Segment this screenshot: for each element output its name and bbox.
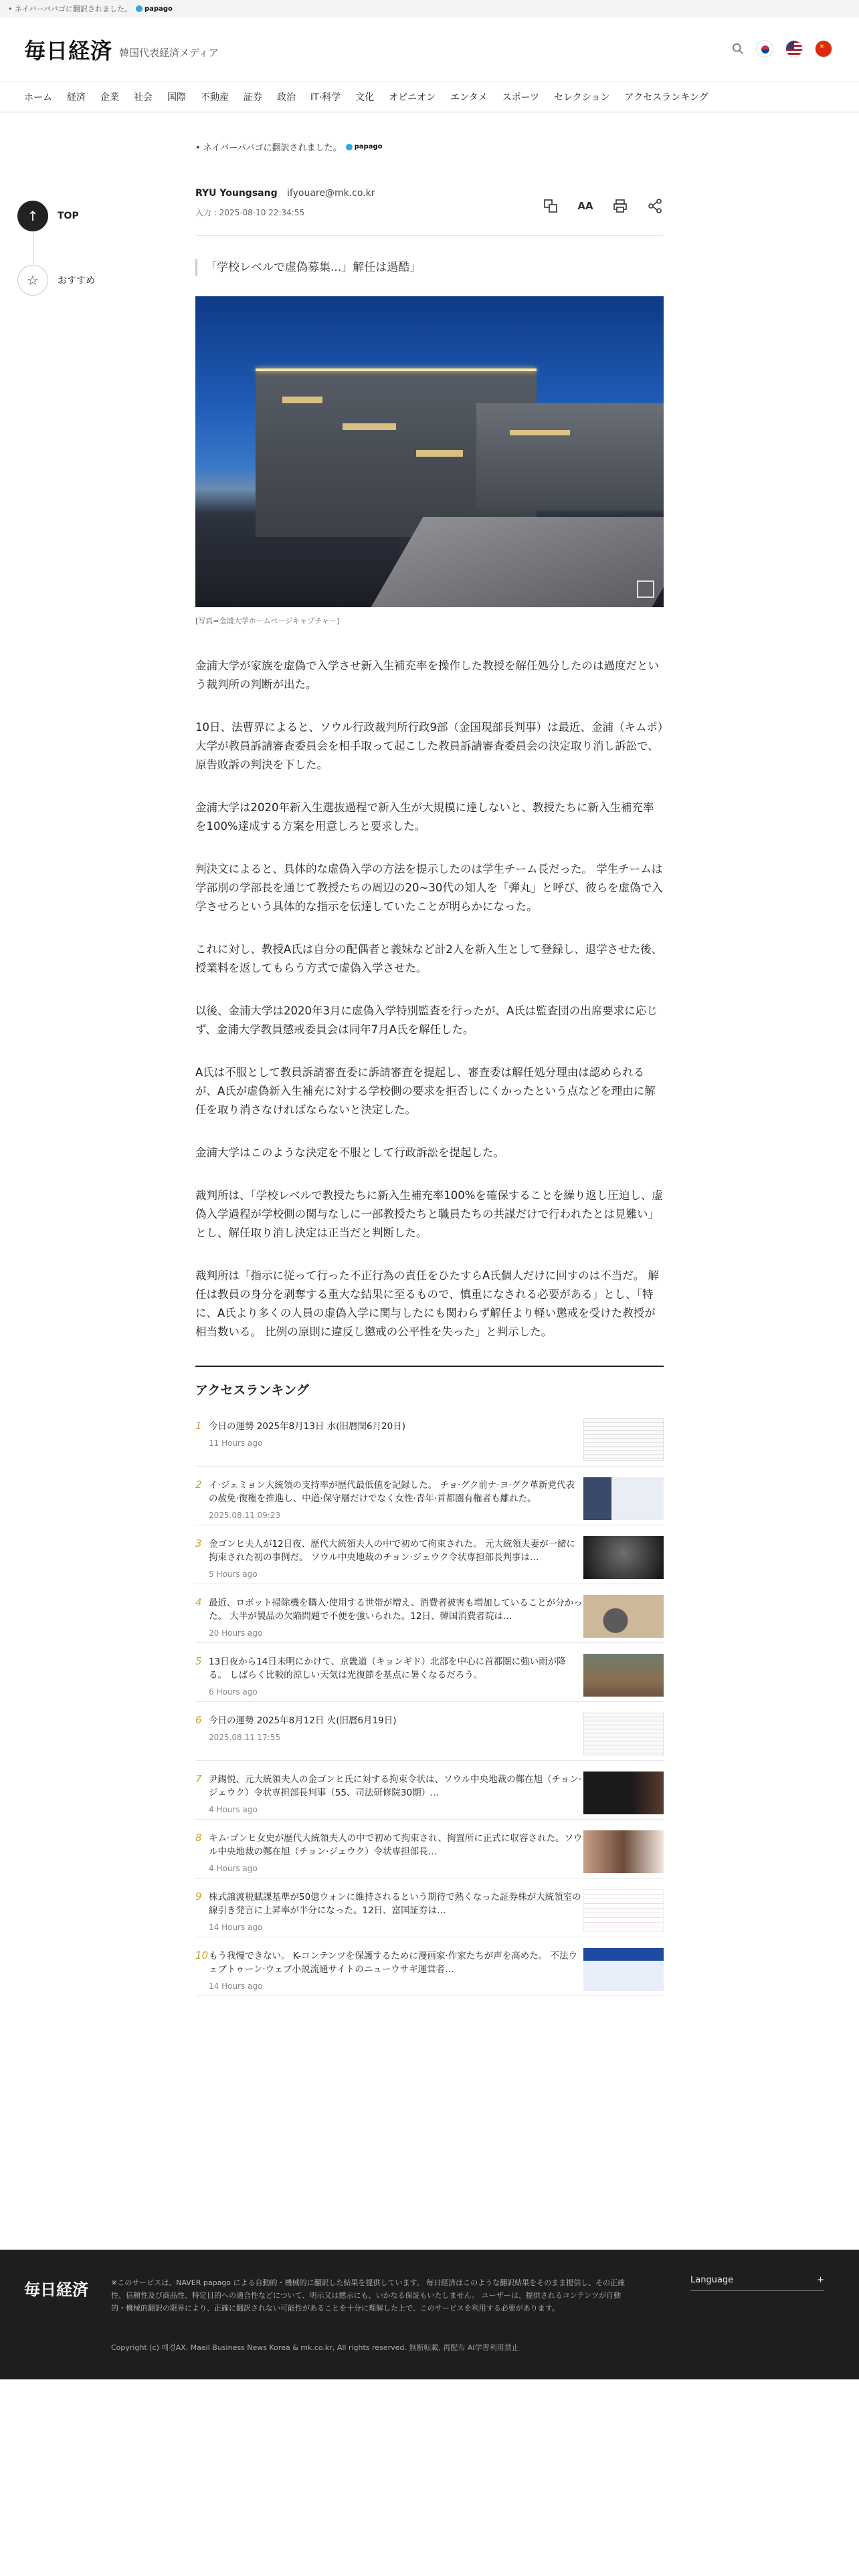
ranking-number: 10	[195, 1949, 209, 1961]
ranking-number: 4	[195, 1596, 202, 1608]
author-name[interactable]: RYU Youngsang	[195, 188, 278, 199]
nav-item-opinion[interactable]: オピニオン	[389, 92, 436, 103]
ranking-item[interactable]	[195, 1820, 664, 1879]
ranking-list	[195, 1408, 664, 1996]
floating-sidebar	[17, 201, 104, 296]
ranking-time: 5 Hours ago	[209, 1570, 258, 1579]
papago-logo: papago	[346, 143, 383, 150]
ranking-thumbnail[interactable]	[583, 1830, 664, 1873]
share-icon[interactable]	[646, 197, 664, 215]
footer-notice: ※このサービスは、NAVER papago による自動的・機械的に翻訳した結果を提供しています。 毎日経済はこのような翻訳結果をそのまま提供し、その正確性、信頼性及び商品性、特定目的への適合性などについて、明示又は黙示にも、いかなる保証もいたしません。 ユーザーは、提供されるコンテンツが自動的・機械的翻訳の限界により、正確に翻訳されない可能性があることを十分に理解した上で、このサービスを利用する必要があります。	[111, 2278, 626, 2313]
translation-notice	[0, 0, 859, 17]
header-divider	[195, 235, 664, 236]
ranking-headline[interactable]: キム·ゴンヒ女史が歴代大統領夫人の中で初めて拘束され、拘置所に正式に収容された。ソウル中央地裁の鄭在旭（チョン·ジェウク）令状専担部長…	[209, 1833, 583, 1857]
scroll-top-label: TOP	[58, 211, 79, 221]
ranking-number: 1	[195, 1420, 202, 1432]
korean-flag-icon[interactable]	[756, 40, 773, 58]
translation-notice-text: • ネイバーパパゴに翻訳されました。	[8, 5, 132, 13]
us-flag-icon[interactable]	[785, 40, 803, 58]
translate-icon[interactable]	[542, 197, 559, 215]
ranking-title: アクセスランキング	[195, 1383, 309, 1398]
ranking-thumbnail[interactable]	[583, 1595, 664, 1638]
building-shape	[476, 403, 664, 510]
ranking-headline[interactable]: 最近、ロボット掃除機を購入·使用する世帯が増え、消費者被害も増加していることが分かった。 大半が製品の欠陥問題で不便を強いられた。12日、韓国消費者院は…	[209, 1598, 583, 1622]
ranking-time: 2025.08.11 09:23	[209, 1511, 281, 1520]
ranking-time: 2025.08.11 17:55	[209, 1733, 281, 1742]
ranking-thumbnail[interactable]	[583, 1772, 664, 1814]
access-ranking	[195, 1366, 664, 1996]
nav-item-economy[interactable]: 経済	[67, 92, 86, 103]
nav-item-securities[interactable]: 証券	[244, 92, 262, 103]
nav-item-real-estate[interactable]: 不動産	[201, 92, 229, 103]
ranking-time: 11 Hours ago	[209, 1438, 263, 1448]
ranking-headline[interactable]: イ·ジェミョン大統領の支持率が歴代最低値を記録した。 チョ·グク前ナ·ヨ·グク革新党代表の赦免·復権を推進し、中道·保守層だけでなく女性·青年·首都圏有権者も離れた。	[209, 1480, 575, 1504]
ranking-time: 4 Hours ago	[209, 1864, 258, 1873]
ranking-headline[interactable]: 株式譲渡税賦課基準が50億ウォンに維持されるという期待で熱くなった証券株が大統領室の線引き発言に上昇率が半分になった。12日、富国証券は…	[209, 1892, 581, 1916]
article-paragraph: 10日、法曹界によると、ソウル行政裁判所行政9部（金国現部長判事）は最近、金浦（キムポ）大学が教員訴請審査委員会を相手取って起こした教員訴請審査委員会の決定取り消し訴訟で、原告敗訴の判決を下した。	[195, 721, 664, 771]
ranking-headline[interactable]: 金ゴンヒ夫人が12日夜、歴代大統領夫人の中で初めて拘束された。 元大統領夫妻が一緒に拘束された初の事例だ。 ソウル中央地裁のチョン·ジェウク令状専担部長判事は…	[209, 1539, 575, 1563]
ranking-headline[interactable]: もう我慢できない。 K-コンテンツを保護するために漫画家·作家たちが声を高めた。 不法ウェブトゥーン·ウェブ小説流通サイトのニューウサギ運営者…	[209, 1951, 578, 1975]
ranking-number: 2	[195, 1479, 202, 1491]
article-paragraph: 金浦大学は2020年新入生選抜過程で新入生が大規模に達しないと、教授たちに新入生補充率を100%達成する方案を用意しろと要求した。	[195, 801, 654, 833]
ranking-item[interactable]	[195, 1879, 664, 1937]
ranking-item[interactable]	[195, 1467, 664, 1525]
ranking-time: 14 Hours ago	[209, 1981, 263, 1991]
article-paragraph: 金浦大学はこのような決定を不服として行政訴訟を提起した。	[195, 1146, 504, 1159]
ranking-item[interactable]	[195, 1525, 664, 1584]
ranking-item[interactable]	[195, 1937, 664, 1996]
building-lights	[256, 368, 537, 371]
ranking-thumbnail[interactable]	[583, 1418, 664, 1461]
ranking-thumbnail[interactable]	[583, 1948, 664, 1991]
nav-item-selection[interactable]: セレクション	[554, 92, 610, 103]
nav-item-sports[interactable]: スポーツ	[502, 92, 540, 103]
ranking-thumbnail[interactable]	[583, 1477, 664, 1520]
ranking-headline[interactable]: 今日の運勢 2025年8月12日 火(旧暦6月19日)	[209, 1715, 397, 1726]
ranking-thumbnail[interactable]	[583, 1889, 664, 1932]
ranking-number: 8	[195, 1832, 202, 1844]
ranking-number: 5	[195, 1655, 202, 1667]
scroll-top-button[interactable]	[17, 201, 104, 231]
language-selector[interactable]	[690, 2275, 824, 2291]
nav-item-politics[interactable]: 政治	[277, 92, 296, 103]
nav-item-home[interactable]: ホーム	[24, 92, 52, 103]
article-paragraph: 判決文によると、具体的な虚偽入学の方法を提示したのは学生チーム長だった。 学生チームは学部別の学部長を通じて教授たちの周辺の20~30代の知人を「弾丸」と呼び、彼らを虚偽で入学させろという具体的な指示を伝達していたことが明らかになった。	[195, 863, 663, 913]
nav-item-society[interactable]: 社会	[134, 92, 153, 103]
nav-item-ranking[interactable]: アクセスランキング	[624, 92, 708, 103]
nav-item-culture[interactable]: 文化	[355, 92, 375, 103]
star-icon[interactable]: ☆	[17, 265, 48, 296]
nav-item-it-science[interactable]: IT·科学	[310, 92, 341, 103]
footer-copyright: Copyright (c) 매경AX. Maeil Business News Korea & mk.co.kr, All rights reserved. 無断転載, 再配布 AI学習利用禁止	[111, 2343, 519, 2352]
nav-item-business[interactable]: 企業	[100, 92, 119, 103]
article-body	[195, 657, 664, 1341]
article-paragraph: 裁判所は、「学校レベルで教授たちに新入生補充率100%を確保することを繰り返し圧迫し、虚偽入学過程が学校側の関与なしに一部教授たちと職員たちの共謀だけで行われたとは見難い」とし、解任取り消し決定は正当だと判断した。	[195, 1189, 663, 1239]
site-header	[0, 17, 859, 82]
ranking-time: 14 Hours ago	[209, 1923, 263, 1932]
print-icon[interactable]	[611, 197, 629, 215]
site-footer	[0, 2250, 859, 2379]
window	[416, 450, 463, 457]
ranking-item[interactable]	[195, 1643, 664, 1702]
ranking-number: 3	[195, 1537, 202, 1549]
ranking-time: 6 Hours ago	[209, 1687, 258, 1697]
search-icon[interactable]	[732, 43, 744, 55]
ranking-item[interactable]	[195, 1584, 664, 1643]
plus-icon: +	[817, 2275, 824, 2285]
article-subhead: 「学校レベルで虚偽募集...」解任は過酷」	[195, 259, 664, 276]
publish-date: 入力 : 2025-08-10 22:34:55	[195, 208, 305, 217]
arrow-up-icon[interactable]: ↑	[17, 201, 48, 231]
ranking-number: 7	[195, 1773, 202, 1785]
photo-caption: [写真=金浦大学ホームページキャプチャー]	[195, 617, 340, 625]
author-email[interactable]: ifyouare@mk.co.kr	[287, 188, 375, 199]
ranking-number: 9	[195, 1891, 202, 1903]
ranking-thumbnail[interactable]	[583, 1536, 664, 1579]
expand-icon[interactable]	[637, 580, 654, 598]
language-label: Language	[690, 2275, 734, 2285]
machine-translation-notice	[195, 140, 664, 153]
window	[343, 423, 396, 430]
china-flag-icon[interactable]	[815, 40, 832, 58]
window	[282, 397, 322, 403]
footer-logo[interactable]: 毎日経済	[24, 2280, 88, 2299]
ranking-item[interactable]	[195, 1702, 664, 1761]
font-size-icon[interactable]: AA	[577, 200, 593, 212]
site-logo[interactable]: 毎日経済	[24, 37, 113, 64]
site-tagline: 韓国代表経済メディア	[119, 47, 219, 59]
ranking-thumbnail[interactable]	[583, 1654, 664, 1697]
article-paragraph: 以後、金浦大学は2020年3月に虚偽入学特別監査を行ったが、A氏は監査団の出席要求に応じず、金浦大学教員懲戒委員会は同年7月A氏を解任した。	[195, 1004, 658, 1036]
machine-translation-text: • ネイバーパパゴに翻訳されました。	[195, 143, 342, 153]
article-paragraph: A氏は不服として教員訴請審査委に訴請審査を提起し、審査委は解任処分理由は認められるが、A氏が虚偽新入生補充に対する学校側の要求を拒否しにくかったという点などを理由に解任を取り消さなければならないと決定した。	[195, 1066, 656, 1116]
article-photo[interactable]	[195, 296, 664, 607]
papago-icon	[346, 144, 353, 150]
nav-item-entertainment[interactable]: エンタメ	[450, 92, 488, 103]
header-tools	[732, 40, 832, 58]
papago-icon	[136, 5, 142, 12]
ranking-thumbnail[interactable]	[583, 1713, 664, 1755]
ranking-headline[interactable]: 尹錫悦、元大統領夫人の金ゴンヒ氏に対する拘束令状は、ソウル中央地裁の鄭在旭（チョン·ジェウク）令状専担部長判事（55、司法研修院30期）…	[209, 1774, 581, 1798]
article-tools	[542, 197, 664, 215]
ranking-item[interactable]	[195, 1761, 664, 1820]
ranking-time: 4 Hours ago	[209, 1805, 258, 1814]
ranking-number: 6	[195, 1714, 202, 1726]
nav-item-international[interactable]: 国際	[167, 92, 186, 103]
papago-logo: papago	[136, 5, 173, 13]
main-nav	[0, 82, 859, 112]
ranking-item[interactable]	[195, 1408, 664, 1467]
recommend-label: おすすめ	[58, 276, 96, 286]
ranking-headline[interactable]: 13日夜から14日未明にかけて、京畿道（キョンギド）北部を中心に首都圏に強い雨が降る。 しばらく比較的涼しい天気は光復節を基点に暑くなるだろう。	[209, 1656, 566, 1681]
article-paragraph: 金浦大学が家族を虚偽で入学させ新入生補充率を操作した教授を解任処分したのは過度だという裁判所の判断が出た。	[195, 659, 659, 691]
article-paragraph: 裁判所は「指示に従って行った不正行為の責任をひたすらA氏個人だけに回すのは不当だ。 解任は教員の身分を剥奪する重大な結果に至るもので、慎重になされる必要がある」とし、「特に、A氏より多くの人員の虚偽入学に関与したにも関わらず解任より軽い懲戒を受けた教授が相当数いる。 比例の原則に違反し懲戒の公平性を失った」と判示した。	[195, 1269, 660, 1338]
ranking-time: 20 Hours ago	[209, 1628, 263, 1638]
window	[510, 430, 570, 435]
article	[195, 140, 664, 1996]
recommend-button[interactable]	[17, 265, 104, 296]
article-paragraph: これに対し、教授A氏は自分の配偶者と義妹など計2人を新入生として登録し、退学させた後、授業料を返してもらう方式で虚偽入学させた。	[195, 943, 663, 974]
ranking-headline[interactable]: 今日の運勢 2025年8月13日 水(旧暦閏6月20日)	[209, 1421, 406, 1432]
